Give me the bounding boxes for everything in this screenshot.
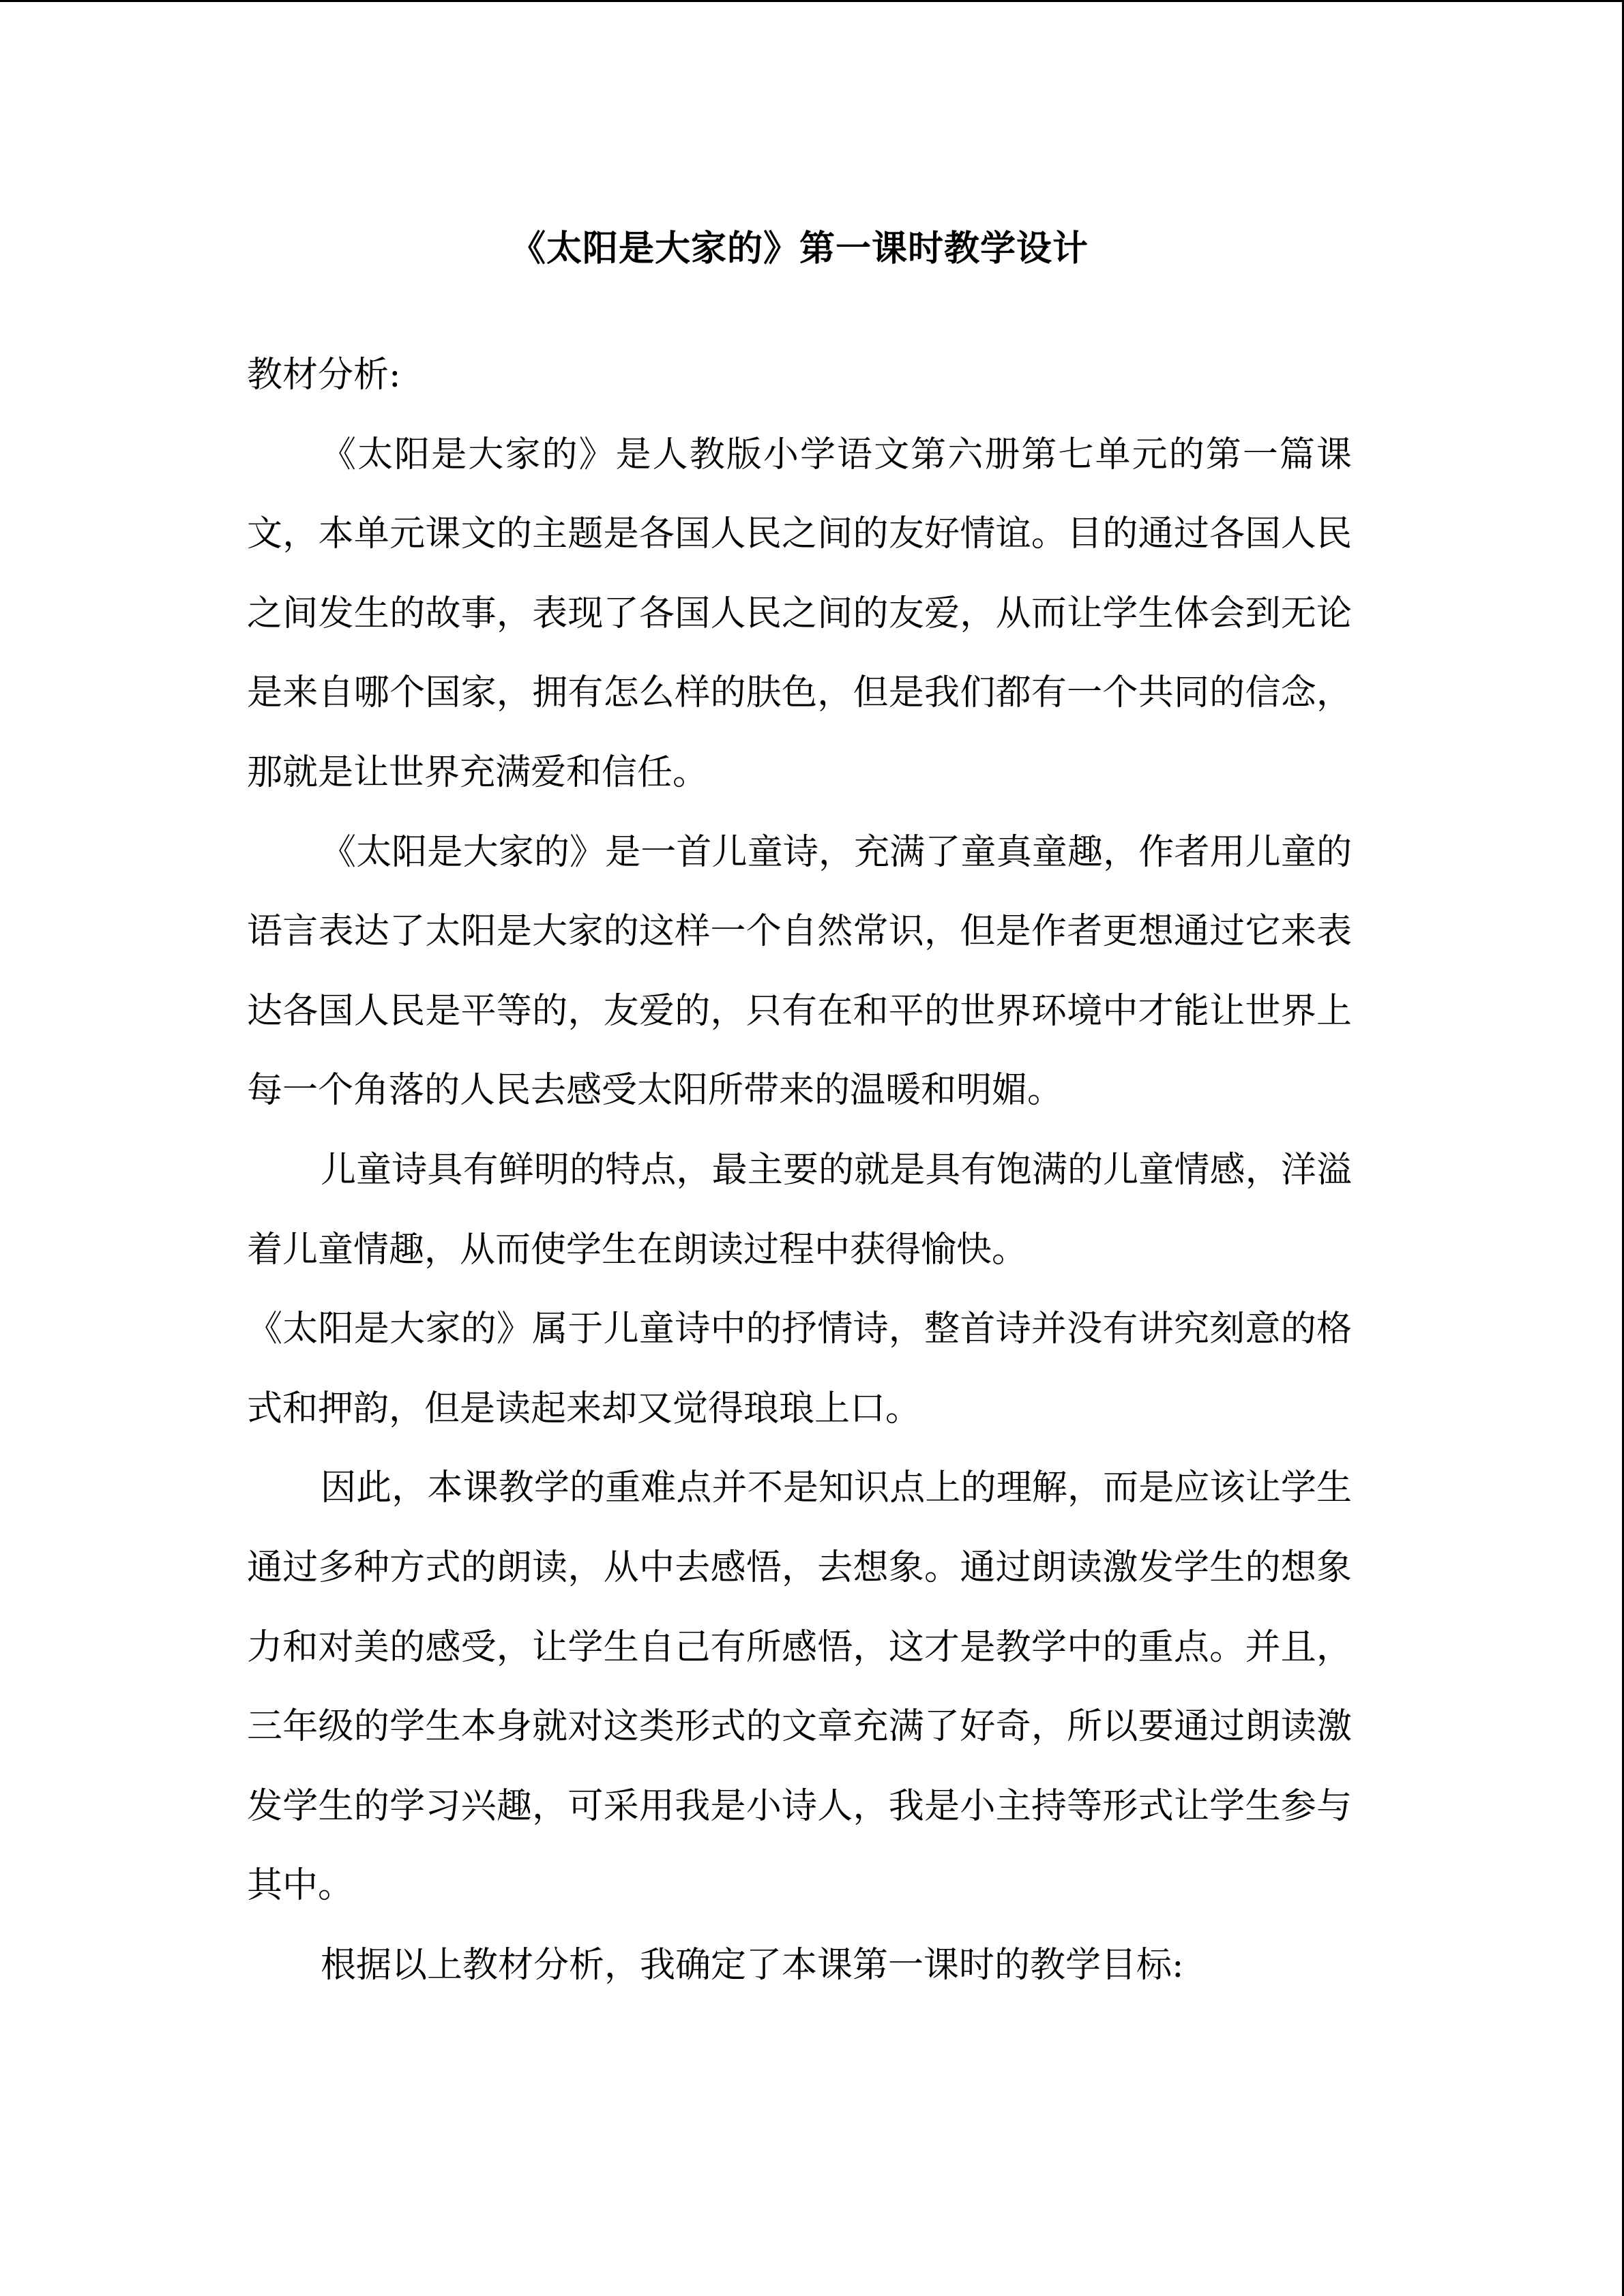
paragraph-1: 《太阳是大家的》是人教版小学语文第六册第七单元的第一篇课文，本单元课文的主题是各国人民之间的友好情谊。目的通过各国人民之间发生的故事，表现了各国人民之间的友爱，从而让学生体会到无论是来自哪个国家，拥有怎么样的肤色，但是我们都有一个共同的信念，那就是让世界充满爱和信任。 xyxy=(247,434,1352,793)
paragraph-5: 因此，本课教学的重难点并不是知识点上的理解，而是应该让学生通过多种方式的朗读，从中去感悟，去想象。通过朗读激发学生的想象力和对美的感受，让学生自己有所感悟，这才是教学中的重点。并且，三年级的学生本身就对这类形式的文章充满了好奇，所以要通过朗读激发学生的学习兴趣，可采用我是小诗人，我是小主持等形式让学生参与其中。 xyxy=(247,1467,1352,1907)
document-body xyxy=(247,336,1352,2005)
section-heading: 教材分析: xyxy=(247,355,401,396)
document-title: 《太阳是大家的》第一课时教学设计 xyxy=(510,228,1089,269)
page-top-border xyxy=(0,0,1624,2)
paragraph-6: 根据以上教材分析，我确定了本课第一课时的教学目标: xyxy=(321,1944,1184,1986)
paragraph-3: 儿童诗具有鲜明的特点，最主要的就是具有饱满的儿童情感，洋溢着儿童情趣，从而使学生在朗读过程中获得愉快。 xyxy=(247,1149,1352,1270)
paragraph-4: 《太阳是大家的》属于儿童诗中的抒情诗，整首诗并没有讲究刻意的格式和押韵，但是读起来却又觉得琅琅上口。 xyxy=(247,1309,1352,1429)
paragraph-2: 《太阳是大家的》是一首儿童诗，充满了童真童趣，作者用儿童的语言表达了太阳是大家的这样一个自然常识，但是作者更想通过它来表达各国人民是平等的，友爱的，只有在和平的世界环境中才能让世界上每一个角落的人民去感受太阳所带来的温暖和明媚。 xyxy=(247,831,1352,1112)
